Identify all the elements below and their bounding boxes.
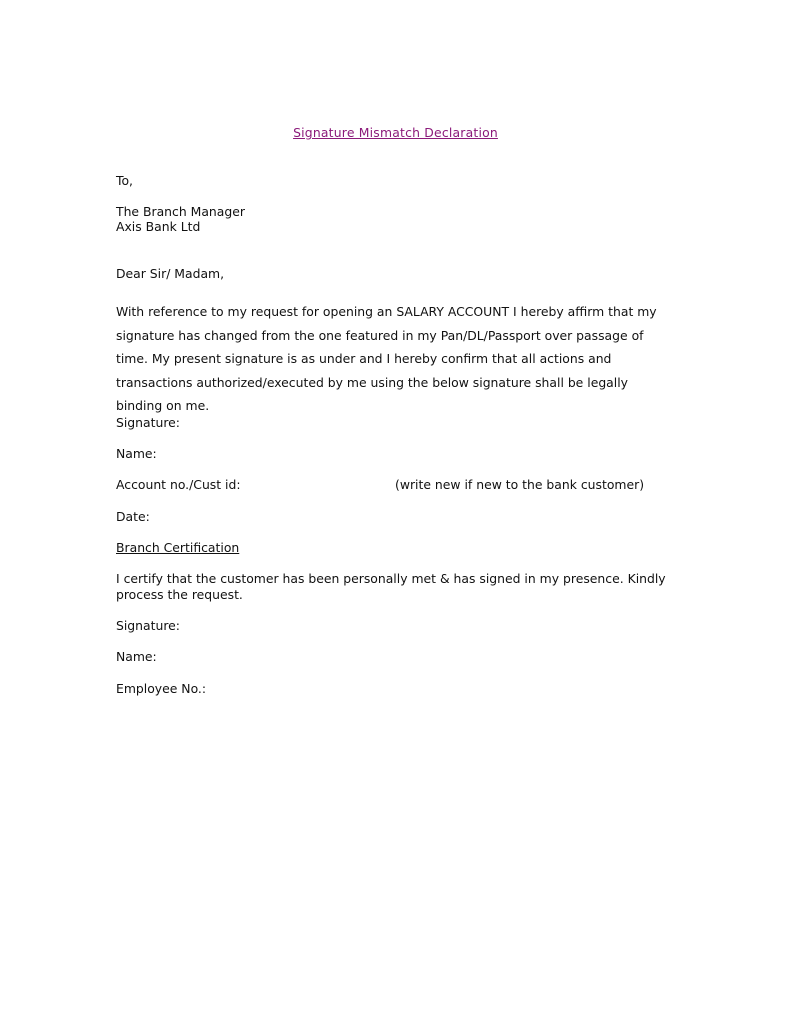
branch-certification-statement: I certify that the customer has been personally met & has signed in my presence. Kindly process the request. (116, 571, 666, 602)
declaration-paragraph: With reference to my request for opening an SALARY ACCOUNT I hereby affirm that my signature has changed from the one featured in my Pan/DL/Passport over passage of time. My present signature is as under and I hereby confirm that all actions and transactions authorized/executed by me using the below signature shall be legally binding on me. (116, 304, 657, 413)
customer-signature-label: Signature: (116, 415, 180, 430)
branch-signature-label: Signature: (116, 618, 180, 633)
address-to: To, (116, 173, 133, 188)
account-note: (write new if new to the bank customer) (395, 477, 645, 492)
customer-name-label: Name: (116, 446, 157, 461)
recipient-line-2: Axis Bank Ltd (116, 219, 201, 234)
branch-name-label: Name: (116, 649, 157, 664)
branch-certification-heading: Branch Certification (116, 540, 240, 555)
salutation: Dear Sir/ Madam, (116, 266, 225, 281)
employee-no-label: Employee No.: (116, 681, 207, 696)
recipient-line-1: The Branch Manager (116, 204, 245, 219)
document-title: Signature Mismatch Declaration (293, 125, 498, 140)
account-label: Account no./Cust id: (116, 477, 241, 492)
date-label: Date: (116, 509, 150, 524)
